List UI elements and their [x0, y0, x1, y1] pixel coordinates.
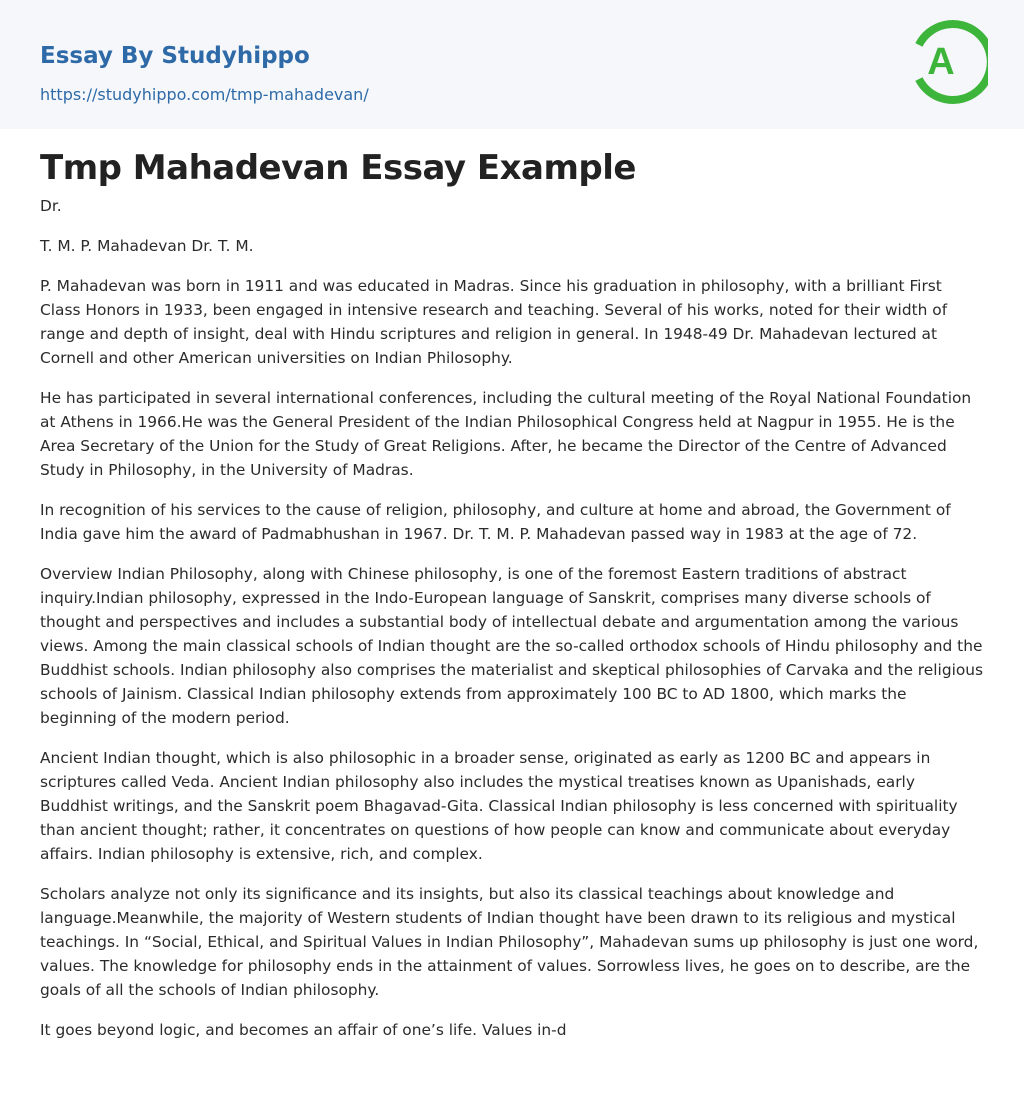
logo-letter: A — [927, 41, 955, 83]
essay-paragraph: Overview Indian Philosophy, along with Chinese philosophy, is one of the foremost Eastern traditions of abstract inquiry.Indian philosophy, expressed in the Indo-European language of Sanskrit, comprises many diverse schools of thought and perspectives and includes a substantial body of intellectual debate and argumentation among the various views. Among the main classical schools of Indian thought are the so-called orthodox schools of Hindu philosophy and the Buddhist schools. Indian philosophy also comprises the materialist and skeptical philosophies of Carvaka and the religious schools of Jainism. Classical Indian philosophy extends from approximately 100 BC to AD 1800, which marks the beginning of the modern period. — [40, 565, 984, 727]
page-title: Tmp Mahadevan Essay Example — [40, 148, 636, 188]
essay-paragraph: Scholars analyze not only its significance and its insights, but also its classical teachings about knowledge and language.Meanwhile, the majority of Western students of Indian thought have been drawn to its religious and mystical teachings. In “Social, Ethical, and Spiritual Values in Indian Philosophy”, Mahadevan sums up philosophy is just one word, values. The knowledge for philosophy ends in the attainment of values. Sorrowless lives, he goes on to describe, are the goals of all the schools of Indian philosophy. — [40, 885, 979, 999]
essay-paragraph: He has participated in several international conferences, including the cultural meeting of the Royal National Foundation at Athens in 1966.He was the General President of the Indian Philosophical Congress held at Nagpur in 1955. He is the Area Secretary of the Union for the Study of Great Religions. After, he became the Director of the Centre of Advanced Study in Philosophy, in the University of Madras. — [40, 389, 972, 479]
essay-url-link[interactable]: https://studyhippo.com/tmp-mahadevan/ — [40, 85, 369, 104]
essay-paragraph: It goes beyond logic, and becomes an affair of one’s life. Values in-d — [40, 1021, 567, 1039]
studyhippo-logo-icon[interactable] — [912, 18, 988, 106]
essay-paragraph: Dr. — [40, 197, 62, 215]
essay-paragraph: In recognition of his services to the cause of religion, philosophy, and culture at home and abroad, the Government of India gave him the award of Padmabhushan in 1967. Dr. T. M. P. Mahadevan passed way in 1983 at the age of 72. — [40, 501, 951, 543]
essay-paragraph: P. Mahadevan was born in 1911 and was educated in Madras. Since his graduation in philosophy, with a brilliant First Class Honors in 1933, been engaged in intensive research and teaching. Several of his works, noted for their width of range and depth of insight, deal with Hindu scriptures and religion in general. In 1948-49 Dr. Mahadevan lectured at Cornell and other American universities on Indian Philosophy. — [40, 277, 948, 367]
site-name[interactable]: Essay By Studyhippo — [40, 43, 310, 69]
essay-body — [40, 194, 986, 1058]
site-header — [0, 0, 1024, 129]
essay-paragraph: Ancient Indian thought, which is also philosophic in a broader sense, originated as early as 1200 BC and appears in scriptures called Veda. Ancient Indian philosophy also includes the mystical treatises known as Upanishads, early Buddhist writings, and the Sanskrit poem Bhagavad-Gita. Classical Indian philosophy is less concerned with spirituality than ancient thought; rather, it concentrates on questions of how people can know and communicate about everyday affairs. Indian philosophy is extensive, rich, and complex. — [40, 749, 958, 863]
essay-paragraph: T. M. P. Mahadevan Dr. T. M. — [40, 237, 254, 255]
